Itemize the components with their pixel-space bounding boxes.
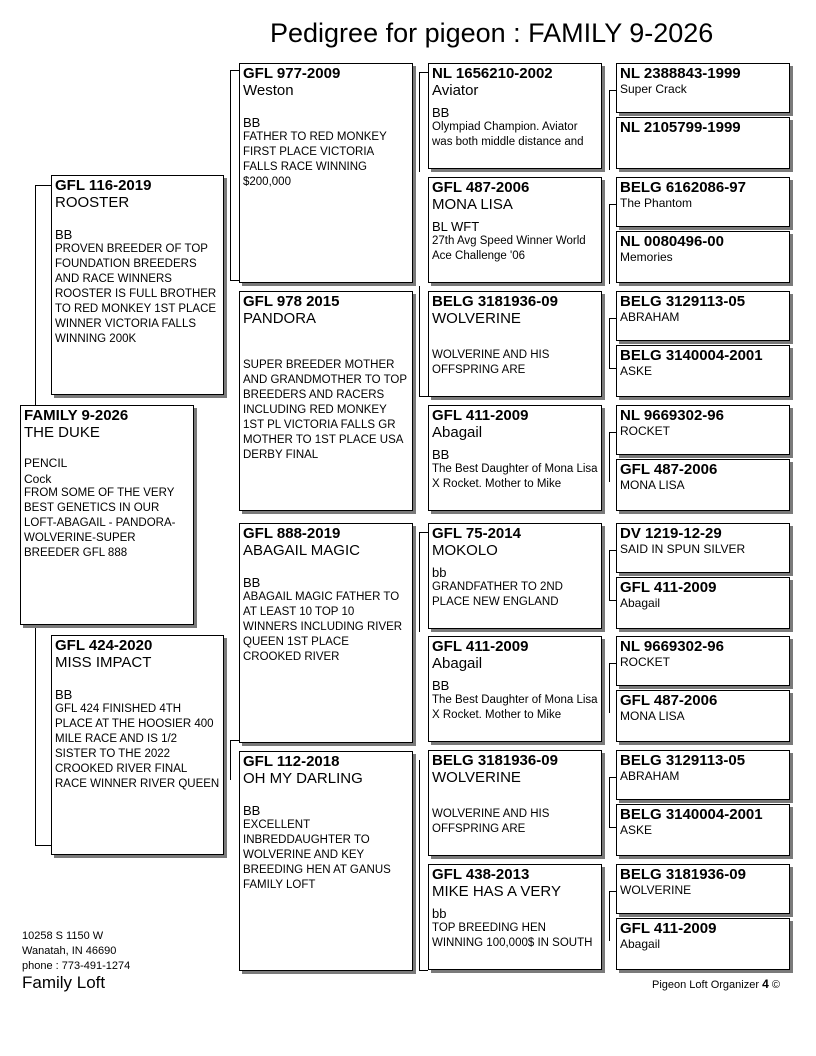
connector-line (609, 550, 610, 600)
ring-number: GFL 112-2018 (243, 753, 340, 770)
pigeon-name: ABRAHAM (620, 769, 680, 783)
ring-number: GFL 411-2009 (432, 638, 529, 655)
pigeon-name: Memories (620, 250, 673, 264)
pigeon-card-great-grandparent[interactable] (428, 63, 602, 169)
ring-number: GFL 978 2015 (243, 293, 340, 310)
software-name: Pigeon Loft Organizer (652, 979, 760, 991)
connector-line (609, 204, 616, 205)
pigeon-info: PROVEN BREEDER OF TOP FOUNDATION BREEDERS AND RACE WINNERS ROOSTER IS FULL BROTHER TO RED MONKEY 1ST PLACE WINNER VICTORIA FALLS WINNING 200K (55, 243, 217, 345)
connector-line (609, 318, 616, 319)
connector-line (609, 663, 616, 664)
pigeon-name: MONA LISA (620, 709, 685, 723)
pigeon-name: PANDORA (243, 310, 317, 327)
connector-line (35, 185, 36, 405)
ring-number: BELG 3129113-05 (620, 752, 746, 769)
pigeon-name: THE DUKE (24, 424, 100, 441)
color-label: BB (243, 115, 261, 130)
color-label: BB (55, 227, 73, 242)
color-label: PENCIL (24, 456, 68, 470)
ring-number: BELG 3140004-2001 (620, 347, 763, 364)
color-label (243, 344, 409, 358)
pigeon-info: The Best Daughter of Mona Lisa X Rocket. Mother to Mike (432, 694, 598, 721)
color-label: BB (432, 678, 450, 693)
pigeon-card-gen5[interactable] (616, 63, 790, 113)
connector-line (609, 827, 616, 828)
ring-number: GFL 411-2009 (432, 407, 529, 424)
pigeon-card-sire[interactable] (51, 175, 224, 395)
ring-number: GFL 888-2019 (243, 525, 341, 542)
color-label: bb (432, 565, 447, 580)
connector-line (609, 600, 616, 601)
ring-number: NL 9669302-96 (620, 638, 724, 655)
ring-number: GFL 487-2006 (432, 179, 530, 196)
ring-number: GFL 487-2006 (620, 461, 718, 478)
connector-line (609, 663, 610, 713)
pigeon-info: FROM SOME OF THE VERY BEST GENETICS IN OUR LOFT-ABAGAIL - PANDORA-WOLVERINE-SUPER BREEDER GFL 888 (24, 487, 176, 559)
ring-number: GFL 411-2009 (620, 579, 717, 596)
pigeon-info: 27th Avg Speed Winner World Ace Challenge '06 (432, 235, 586, 262)
color-label (432, 334, 598, 348)
pigeon-info: FATHER TO RED MONKEY FIRST PLACE VICTORIA FALLS RACE WINNING $200,000 (243, 131, 387, 188)
owner-phone: phone : 773-491-1274 (22, 960, 131, 972)
ring-number: GFL 977-2009 (243, 65, 341, 82)
ring-number: BELG 6162086-97 (620, 179, 746, 196)
pigeon-name: ROCKET (620, 655, 671, 669)
pigeon-card-gen5[interactable] (616, 690, 790, 742)
pigeon-name: MOKOLO (432, 542, 498, 559)
pigeon-card-gen5[interactable] (616, 864, 790, 914)
pigeon-card-grandparent[interactable] (239, 63, 413, 283)
color-label: BB (243, 803, 261, 818)
color-label: BB (243, 575, 261, 590)
loft-name: Family Loft (22, 973, 106, 992)
connector-line (609, 432, 616, 433)
ring-number: NL 1656210-2002 (432, 65, 553, 82)
ring-number: DV 1219-12-29 (620, 525, 722, 542)
pigeon-info: SUPER BREEDER MOTHER AND GRANDMOTHER TO TOP BREEDERS AND RACERS INCLUDING RED MONKEY 1ST PL VICTORIA FALLS GR MOTHER TO 1ST PLACE USA DERBY FINAL (243, 359, 407, 461)
color-label (432, 793, 598, 807)
ring-number: NL 2105799-1999 (620, 119, 741, 136)
pigeon-name: ABRAHAM (620, 310, 680, 324)
connector-line (609, 432, 610, 482)
pigeon-name: The Phantom (620, 196, 693, 210)
connector-line (419, 72, 420, 172)
connector-line (609, 318, 610, 368)
pigeon-card-gen5[interactable] (616, 750, 790, 800)
pigeon-card-great-grandparent[interactable] (428, 523, 602, 629)
ring-number: BELG 3181936-09 (432, 293, 558, 310)
pigeon-card-gen5[interactable] (616, 918, 790, 970)
pigeon-card-great-grandparent[interactable] (428, 291, 602, 397)
pigeon-card-subject[interactable] (20, 405, 194, 625)
connector-line (419, 532, 428, 533)
ring-number: NL 2388843-1999 (620, 65, 741, 82)
pigeon-name: MONA LISA (432, 196, 513, 213)
connector-line (230, 70, 239, 71)
pigeon-card-great-grandparent[interactable] (428, 405, 602, 511)
pigeon-card-great-grandparent[interactable] (428, 864, 602, 970)
pigeon-name: Weston (243, 82, 294, 99)
connector-line (609, 891, 610, 941)
connector-line (230, 740, 231, 780)
pigeon-card-great-grandparent[interactable] (428, 636, 602, 742)
ring-number: GFL 75-2014 (432, 525, 521, 542)
connector-line (609, 891, 616, 892)
ring-number: GFL 438-2013 (432, 866, 530, 883)
pigeon-card-gen5[interactable] (616, 405, 790, 455)
pigeon-info: ABAGAIL MAGIC FATHER TO AT LEAST 10 TOP 10 WINNERS INCLUDING RIVER QUEEN 1ST PLACE CROOKED RIVER (243, 591, 403, 663)
ring-number: NL 9669302-96 (620, 407, 724, 424)
pigeon-card-gen5[interactable] (616, 345, 790, 397)
color-label: bb (432, 906, 447, 921)
pigeon-name: WOLVERINE (432, 769, 521, 786)
pigeon-name: MIKE HAS A VERY (432, 883, 561, 900)
pigeon-card-gen5[interactable] (616, 804, 790, 856)
pigeon-name: ASKE (620, 364, 653, 378)
pigeon-card-gen5[interactable] (616, 177, 790, 227)
pigeon-info: EXCELLENT INBREDDAUGHTER TO WOLVERINE AND KEY BREEDING HEN AT GANUS FAMILY LOFT (243, 819, 391, 891)
pigeon-name: ABAGAIL MAGIC (243, 542, 360, 559)
connector-line (609, 777, 616, 778)
connector-line (35, 845, 51, 846)
pigeon-info: The Best Daughter of Mona Lisa X Rocket. Mother to Mike (432, 463, 598, 490)
pigeon-info: TOP BREEDING HEN WINNING 100,000$ IN SOUTH (432, 922, 593, 949)
pigeon-card-grandparent[interactable] (239, 751, 413, 971)
pigeon-name: Super Crack (620, 82, 687, 96)
connector-line (419, 760, 420, 970)
color-label: BB (432, 447, 450, 462)
pigeon-card-gen5[interactable] (616, 523, 790, 573)
pigeon-card-great-grandparent[interactable] (428, 750, 602, 856)
pigeon-info: Olympiad Champion. Aviator was both middle distance and (432, 121, 584, 148)
software-credit (652, 977, 780, 991)
connector-line (419, 970, 428, 971)
pigeon-name: ROCKET (620, 424, 671, 438)
connector-line (609, 204, 610, 284)
pigeon-name: WOLVERINE (620, 883, 692, 897)
pigeon-name: ASKE (620, 823, 653, 837)
connector-line (230, 280, 239, 281)
ring-number: BELG 3181936-09 (432, 752, 558, 769)
ring-number: BELG 3181936-09 (620, 866, 746, 883)
copyright-symbol: © (771, 979, 780, 991)
page-title: Pedigree for pigeon : FAMILY 9-2026 (270, 18, 714, 48)
ring-number: GFL 116-2019 (55, 177, 152, 194)
connector-line (230, 740, 239, 741)
connector-line (419, 396, 428, 397)
pigeon-info: GRANDFATHER TO 2ND PLACE NEW ENGLAND (432, 581, 563, 608)
ring-number: GFL 487-2006 (620, 692, 718, 709)
connector-line (419, 286, 420, 396)
connector-line (35, 625, 36, 845)
pigeon-name: Abagail (432, 424, 483, 441)
connector-line (419, 532, 420, 632)
connector-line (419, 72, 428, 73)
pigeon-card-gen5[interactable] (616, 291, 790, 341)
pigeon-name: WOLVERINE (432, 310, 521, 327)
color-label: BB (55, 687, 73, 702)
connector-line (35, 185, 51, 186)
ring-number: NL 0080496-00 (620, 233, 724, 250)
pigeon-name: MISS IMPACT (55, 654, 152, 671)
connector-line (230, 70, 231, 280)
color-label: BB (432, 105, 450, 120)
connector-line (609, 90, 610, 170)
pigeon-info: WOLVERINE AND HIS OFFSPRING ARE (432, 349, 550, 376)
connector-line (609, 90, 616, 91)
pigeon-info: GFL 424 FINISHED 4TH PLACE AT THE HOOSIER 400 MILE RACE AND IS 1/2 SISTER TO THE 2022 CROOKED RIVER FINAL RACE WINNER RIVER QUEEN (55, 703, 220, 790)
pigeon-card-gen5[interactable] (616, 577, 790, 629)
ring-number: BELG 3140004-2001 (620, 806, 763, 823)
pigeon-name: SAID IN SPUN SILVER (620, 542, 746, 556)
software-version: 4 (762, 977, 769, 991)
address-line-2: Wanatah, IN 46690 (22, 945, 117, 957)
pigeon-name: Abagail (620, 937, 661, 951)
pigeon-card-grandparent[interactable] (239, 291, 413, 511)
connector-line (609, 777, 610, 827)
ring-number: BELG 3129113-05 (620, 293, 746, 310)
pigeon-name: Aviator (432, 82, 479, 99)
pigeon-name: OH MY DARLING (243, 770, 363, 787)
pigeon-info: WOLVERINE AND HIS OFFSPRING ARE (432, 808, 550, 835)
owner-address (22, 929, 130, 974)
connector-line (609, 550, 616, 551)
sex-label: Cock (24, 472, 52, 486)
ring-number: FAMILY 9-2026 (24, 407, 129, 424)
connector-line (609, 368, 616, 369)
pigeon-card-gen5[interactable] (616, 636, 790, 686)
color-label: BL WFT (432, 219, 480, 234)
pigeon-card-grandparent[interactable] (239, 523, 413, 743)
pigeon-card-great-grandparent[interactable] (428, 177, 602, 283)
pigeon-card-gen5[interactable] (616, 459, 790, 511)
pigeon-card-dam[interactable] (51, 635, 224, 855)
pigeon-name: MONA LISA (620, 478, 685, 492)
ring-number: GFL 424-2020 (55, 637, 153, 654)
pigeon-card-gen5[interactable] (616, 231, 790, 283)
pigeon-name: ROOSTER (55, 194, 130, 211)
pigeon-card-gen5[interactable] (616, 117, 790, 169)
pigeon-name: Abagail (432, 655, 483, 672)
address-line-1: 10258 S 1150 W (22, 930, 104, 942)
pigeon-name: Abagail (620, 596, 661, 610)
ring-number: GFL 411-2009 (620, 920, 717, 937)
